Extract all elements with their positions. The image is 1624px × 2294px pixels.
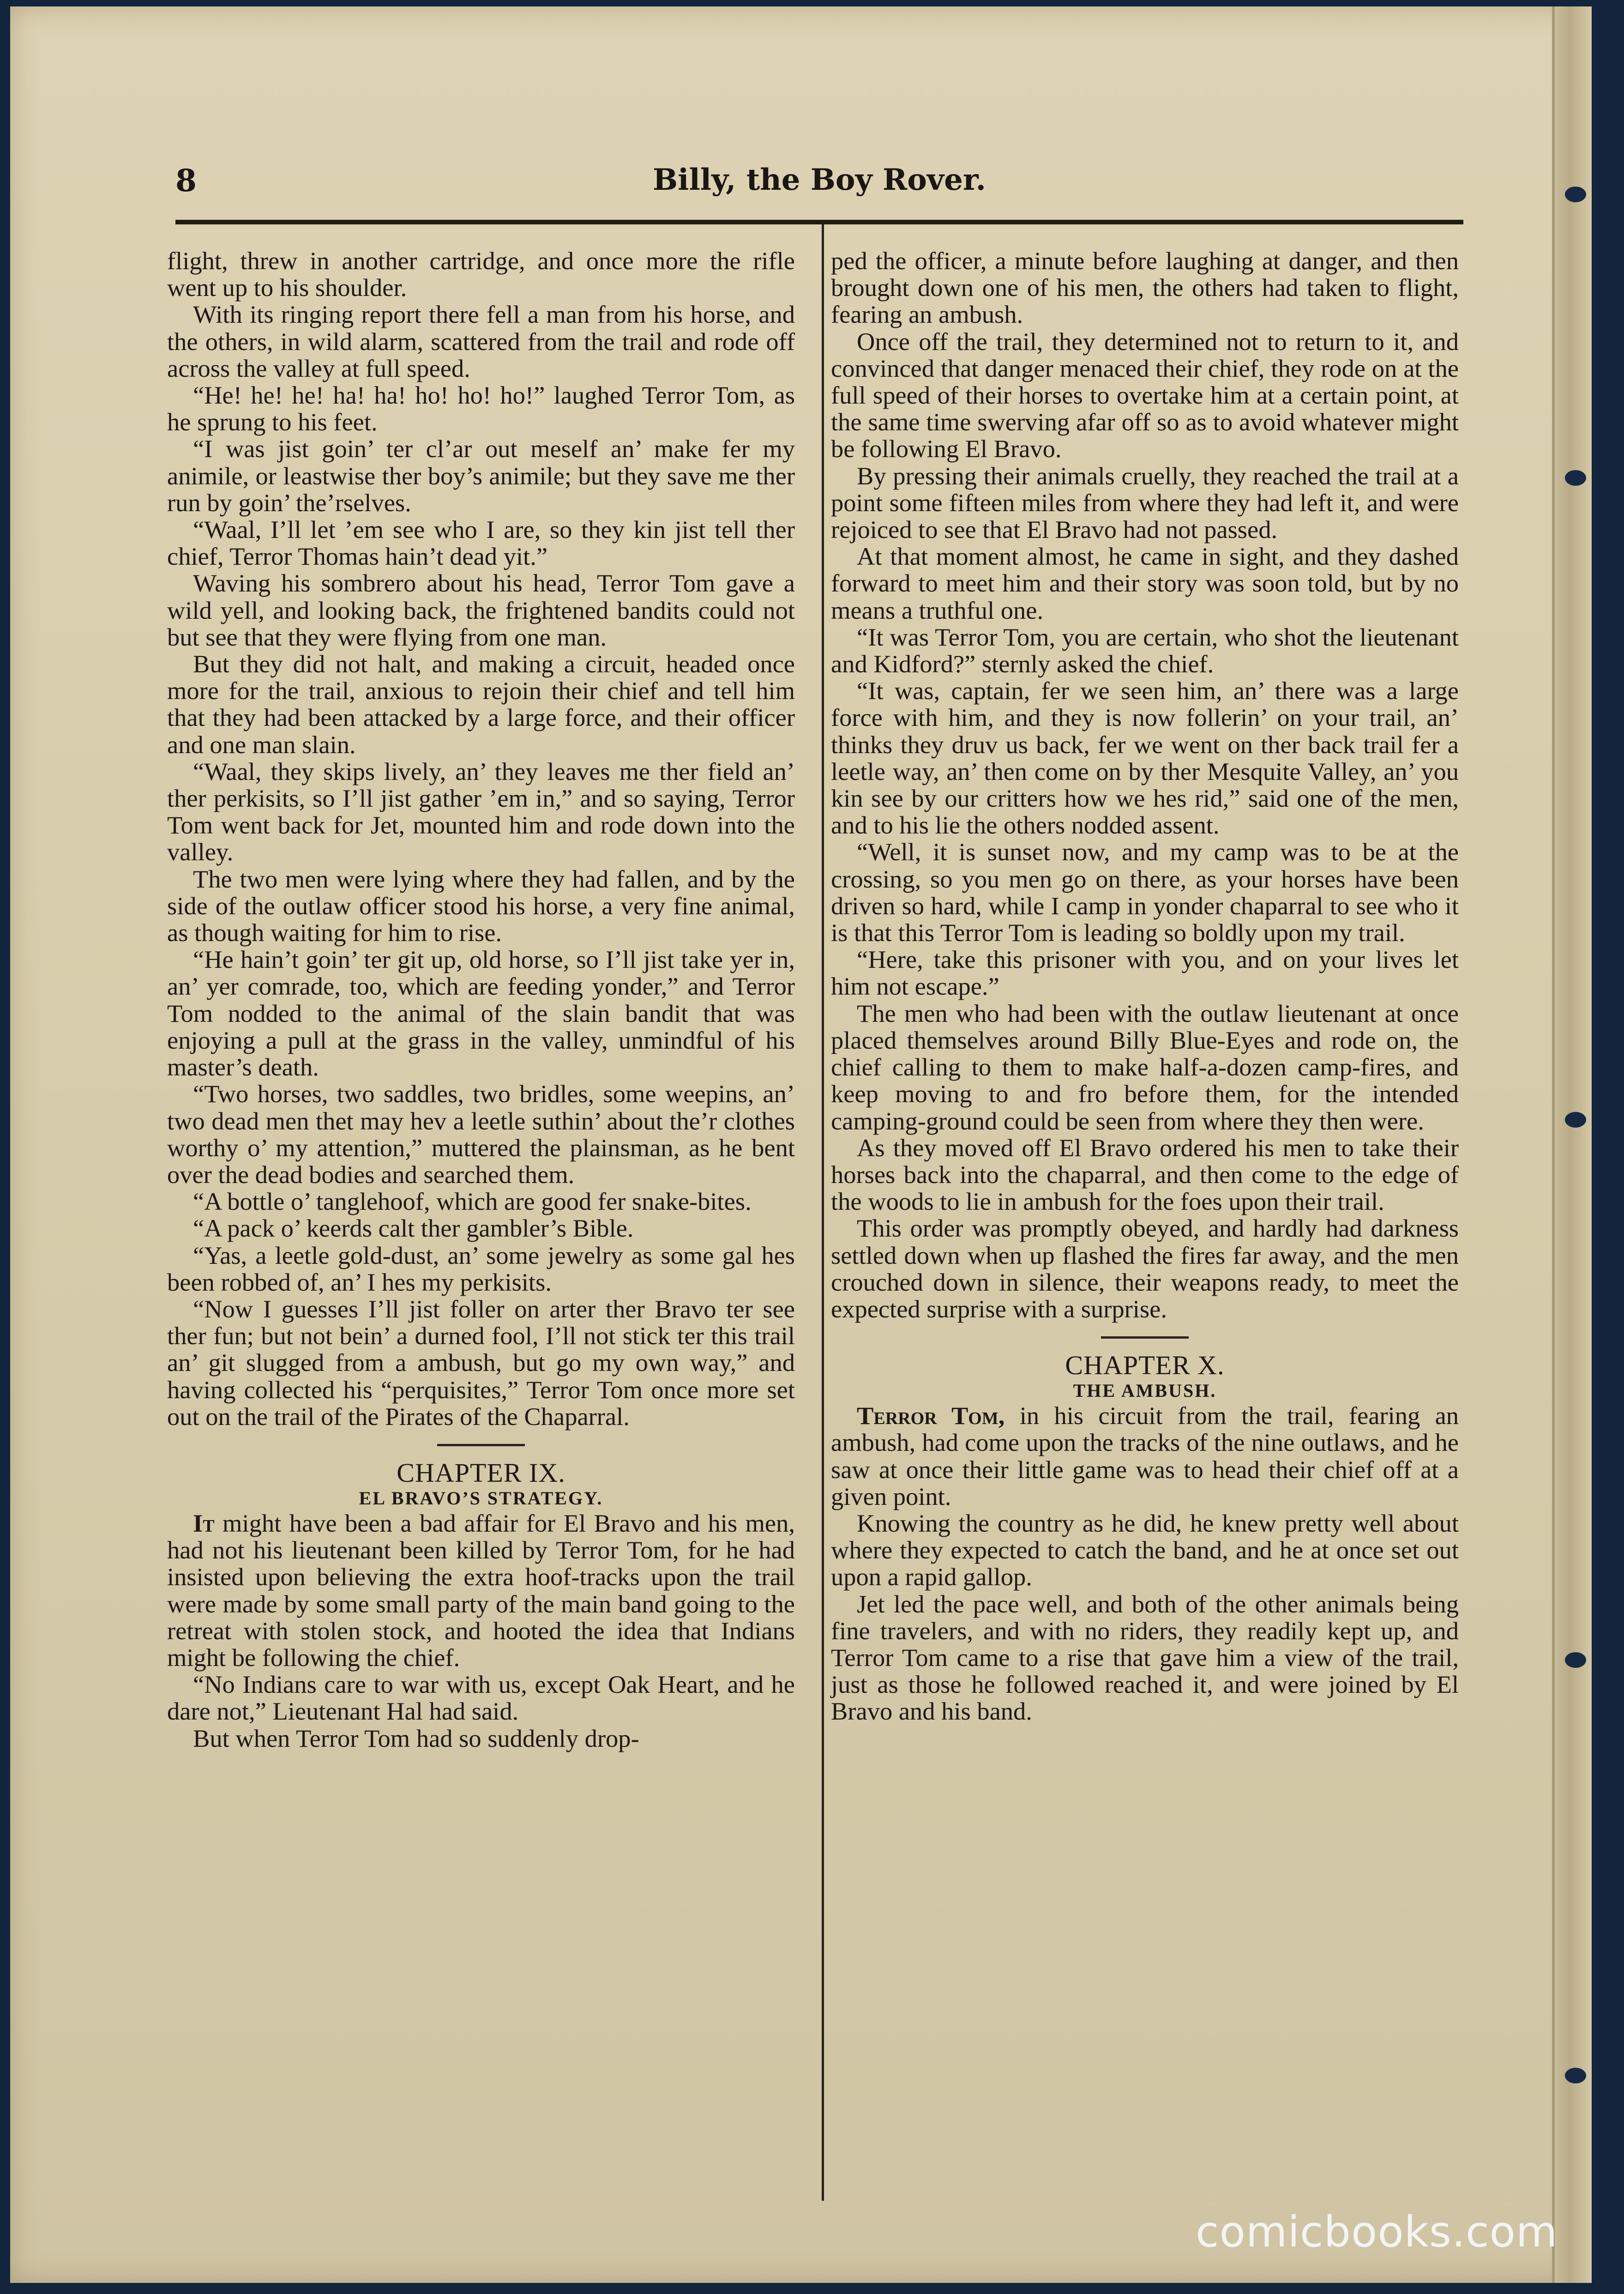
binding-hole	[1565, 2068, 1586, 2083]
page-number: 8	[175, 163, 197, 199]
paragraph: “No Indians care to war with us, except Oak Heart, and he dare not,” Lieutenant Hal had said.	[167, 1670, 795, 1726]
paragraph-text: in his circuit from the trail, fearing an ambush, had come upon the tracks of the nine outlaws, and he saw at once their little game was to head their chief off at a given point.	[831, 1401, 1459, 1510]
paragraph: This order was promptly obeyed, and hardly had darkness settled down when up flashed the fires far away, and the men crouched down in silence, their weapons ready, to meet the expected surprise with a surprise.	[831, 1214, 1459, 1323]
right-column	[831, 248, 1459, 1725]
binding-hole	[1565, 187, 1586, 202]
paragraph	[167, 1510, 795, 1671]
binding-hole	[1565, 470, 1586, 486]
paragraph: “Waal, they skips lively, an’ they leaves me ther field an’ ther perkisits, so I’ll jist gather ’em in,” and so saying, Terror Tom went back for Jet, mounted him and rode down into the valley.	[167, 757, 795, 866]
paragraph: The two men were lying where they had fallen, and by the side of the outlaw officer stood his horse, a very fine animal, as though waiting for him to rise.	[167, 864, 795, 947]
drop-word: Terror Tom,	[857, 1401, 1005, 1430]
column-divider	[822, 224, 824, 2201]
chapter-heading	[831, 1336, 1459, 1401]
paragraph: The men who had been with the outlaw lieutenant at once placed themselves around Billy Blue-Eyes and rode on, the chief calling to them to make half-a-dozen camp-fires, and keep moving to and fro before them, for the intended camping-ground could be seen from where they then were.	[831, 999, 1459, 1135]
chapter-title: CHAPTER X.	[1065, 1350, 1225, 1381]
paragraph: “Yas, a leetle gold-dust, an’ some jewelry as some gal hes been robbed of, an’ I hes my perkisits.	[167, 1241, 795, 1296]
paragraph: At that moment almost, he came in sight, and they dashed forward to meet him and their story was soon told, but by no means a truthful one.	[831, 542, 1459, 624]
paragraph: “Waal, I’ll let ’em see who I are, so they kin jist tell ther chief, Terror Thomas hain’t dead yit.”	[167, 515, 795, 571]
drop-word: It	[193, 1509, 215, 1537]
paragraph: With its ringing report there fell a man from his horse, and the others, in wild alarm, scattered from the trail and rode off across the valley at full speed.	[167, 300, 795, 382]
paragraph: As they moved off El Bravo ordered his men to take their horses back into the chaparral, and then come to the edge of the woods to lie in ambush for the foes upon their trail.	[831, 1133, 1459, 1216]
chapter-divider	[437, 1444, 525, 1446]
paragraph: Jet led the pace well, and both of the other animals being fine travelers, and with no riders, they readily kept up, and Terror Tom came to a rise that gave him a view of the trail, just as those he followed reached it, and were joined by El Bravo and his band.	[831, 1589, 1459, 1726]
paragraph: But when Terror Tom had so suddenly drop-	[193, 1724, 639, 1752]
paragraph: “He hain’t goin’ ter git up, old horse, so I’ll jist take yer in, an’ yer comrade, too, which are feeding yonder,” and Terror Tom nodded to the animal of the slain bandit that was enjoying a pull at the grass in the valley, unmindful of his master’s death.	[167, 945, 795, 1081]
binding-hole	[1565, 1112, 1586, 1128]
chapter-subtitle: EL BRAVO’S STRATEGY.	[359, 1487, 603, 1509]
paragraph: “A bottle o’ tanglehoof, which are good fer snake-bites.	[193, 1187, 752, 1216]
paragraph: By pressing their animals cruelly, they reached the trail at a point some fifteen miles from where they had left it, and were rejoiced to see that El Bravo had not passed.	[831, 461, 1459, 544]
chapter-divider	[1101, 1336, 1189, 1339]
paragraph: But they did not halt, and making a circuit, headed once more for the trail, anxious to rejoin their chief and tell him that they had been attacked by a large force, and their officer and one man slain.	[167, 650, 795, 759]
running-title: Billy, the Boy Rover.	[653, 163, 986, 197]
paragraph: “I was jist goin’ ter cl’ar out meself an’ make fer my animile, or leastwise ther boy’s animile; but they save me ther run by goin’ the’rselves.	[167, 435, 795, 517]
paragraph: “Here, take this prisoner with you, and on your lives let him not escape.”	[831, 945, 1459, 1001]
paragraph: “Well, it is sunset now, and my camp was to be at the crossing, so you men go on there, as your horses have been driven so hard, while I camp in yonder chaparral to see who it is that this Terror Tom is leading so boldly upon my trail.	[831, 838, 1459, 947]
page-binding-edge	[1552, 6, 1592, 2283]
paragraph: ped the officer, a minute before laughing at danger, and then brought down one of his men, the others had taken to flight, fearing an ambush.	[831, 247, 1459, 329]
paragraph-text: might have been a bad affair for El Bravo and his men, had not his lieutenant been killed by Terror Tom, for he had insisted upon believing the extra hoof-tracks upon the trail were made by some small party of the main band going to the retreat with stolen stock, and hooted the idea that Indians might be following the chief.	[167, 1509, 795, 1672]
left-column	[167, 248, 795, 1752]
paragraph: flight, threw in another cartridge, and once more the rifle went up to his shoulder.	[167, 247, 795, 302]
paragraph: “Now I guesses I’ll jist foller on arter ther Bravo ter see ther fun; but not bein’ a durned fool, I’ll not stick ter this trail an’ git slugged from a ambush, but go my own way,” and having collected his “perquisites,” Terror Tom once more set out on the trail of the Pirates of the Chaparral.	[167, 1294, 795, 1431]
paragraph: “It was Terror Tom, you are certain, who shot the lieutenant and Kidford?” sternly asked the chief.	[831, 622, 1459, 678]
chapter-heading	[167, 1444, 795, 1509]
paragraph: Knowing the country as he did, he knew pretty well about where they expected to catch the band, and he at once set out upon a rapid gallop.	[831, 1509, 1459, 1591]
paragraph: “Two horses, two saddles, two bridles, some weepins, an’ two dead men thet may hev a leetle suthin’ about the’r clothes worthy o’ my attention,” muttered the plainsman, as he bent over the dead bodies and searched them.	[167, 1080, 795, 1189]
paragraph	[831, 1402, 1459, 1510]
paragraph: “He! he! he! ha! ha! ho! ho! ho!” laughed Terror Tom, as he sprung to his feet.	[167, 381, 795, 436]
paragraph: Once off the trail, they determined not to return to it, and convinced that danger menaced their chief, they rode on at the full speed of their horses to overtake him at a certain point, at the same time swerving afar off so as to avoid whatever might be following El Bravo.	[831, 327, 1459, 463]
chapter-subtitle: THE AMBUSH.	[1073, 1380, 1217, 1401]
binding-hole	[1565, 1652, 1586, 1668]
paragraph: “It was, captain, fer we seen him, an’ there was a large force with him, and they is now follerin’ on your trail, an’ thinks they druv us back, fer we went on ther back trail fer a leetle way, an’ then come on by ther Mesquite Valley, an’ you kin see by our critters how we hes rid,” said one of the men, and to his lie the others nodded assent.	[831, 676, 1459, 839]
page-header	[175, 163, 1463, 213]
watermark: comicbooks.com	[1196, 2207, 1558, 2257]
paragraph: “A pack o’ keerds calt ther gambler’s Bible.	[193, 1214, 634, 1243]
chapter-title: CHAPTER IX.	[397, 1457, 565, 1488]
paragraph: Waving his sombrero about his head, Terror Tom gave a wild yell, and looking back, the frightened bandits could not but see that they were flying from one man.	[167, 569, 795, 651]
header-rule	[175, 220, 1463, 224]
